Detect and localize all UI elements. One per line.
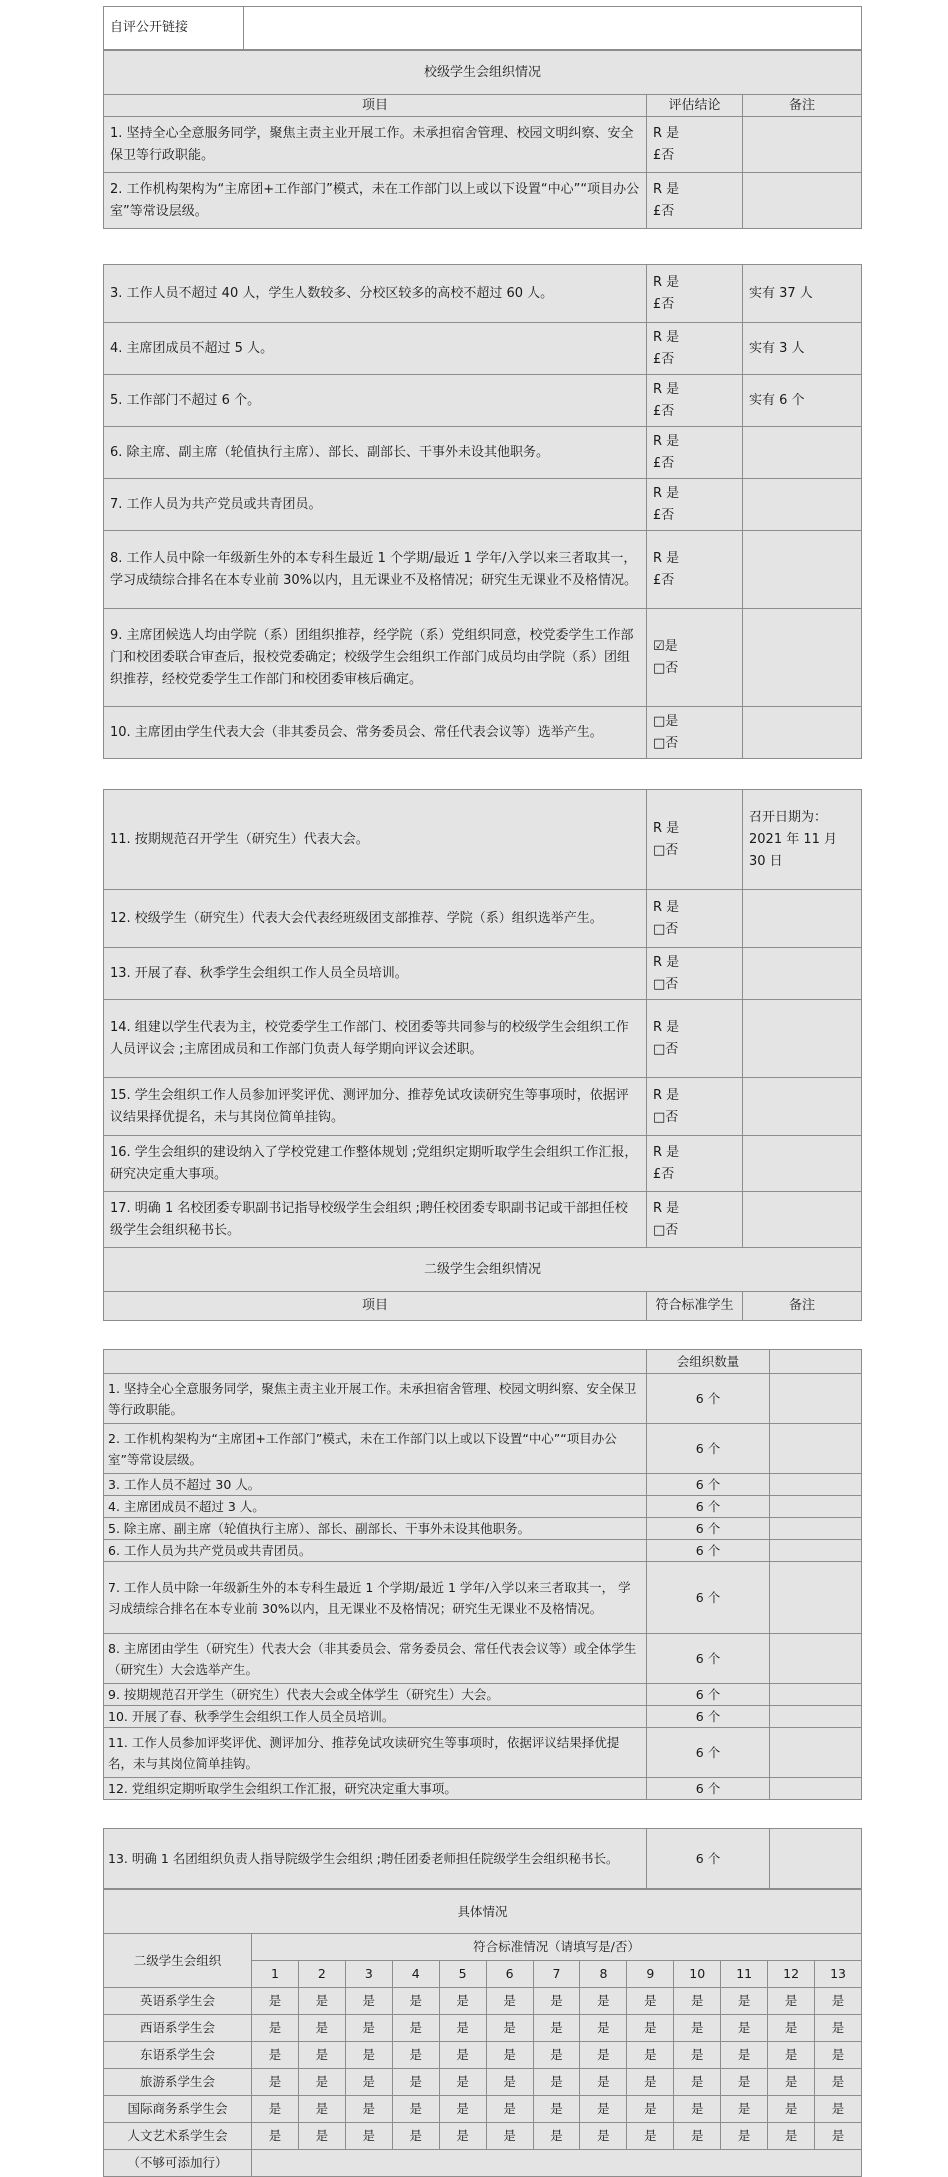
school-row-note (743, 1000, 862, 1078)
detail-cell[interactable]: 是 (580, 2123, 627, 2150)
college-row-count: 6 个 (647, 1518, 770, 1540)
detail-row (104, 2096, 862, 2123)
detail-cell[interactable]: 是 (815, 2096, 862, 2123)
detail-cell[interactable]: 是 (392, 1988, 439, 2015)
detail-cell[interactable]: 是 (486, 2123, 533, 2150)
school-row (104, 707, 862, 759)
school-row-conclusion[interactable] (647, 609, 743, 707)
detail-cell[interactable]: 是 (252, 2069, 299, 2096)
school-row-text: 12. 校级学生（研究生）代表大会代表经班级团支部推荐、学院（系）组织选举产生。 (104, 890, 647, 948)
detail-col-number: 11 (721, 1961, 768, 1988)
school-row-conclusion[interactable] (647, 479, 743, 531)
detail-cell[interactable]: 是 (721, 2069, 768, 2096)
yes-option[interactable]: R 是 (653, 125, 680, 141)
college-row-count: 6 个 (647, 1728, 770, 1778)
college-row-text: 4. 主席团成员不超过 3 人。 (104, 1496, 647, 1518)
college-row-note (770, 1474, 862, 1496)
detail-cell[interactable]: 是 (768, 2096, 815, 2123)
detail-cell[interactable]: 是 (298, 2015, 345, 2042)
school-row-conclusion[interactable] (647, 1192, 743, 1248)
school-row-note (743, 1136, 862, 1192)
school-row-note (743, 117, 862, 173)
detail-org-name: 旅游系学生会 (104, 2069, 252, 2096)
school-row-text: 1. 坚持全心全意服务同学，聚焦主责主业开展工作。未承担宿舍管理、校园文明纠察、安全保卫等行政职能。 (104, 117, 647, 173)
detail-cell[interactable]: 是 (533, 2096, 580, 2123)
detail-cell[interactable]: 是 (345, 2069, 392, 2096)
detail-cell[interactable]: 是 (815, 2042, 862, 2069)
school-row-text: 5. 工作部门不超过 6 个。 (104, 375, 647, 427)
detail-cell[interactable]: 是 (721, 1988, 768, 2015)
detail-cell[interactable]: 是 (627, 2096, 674, 2123)
detail-cell[interactable]: 是 (580, 2096, 627, 2123)
yes-option[interactable]: R 是 (653, 381, 680, 397)
college-row-text: 5. 除主席、副主席（轮值执行主席）、部长、副部长、干事外未设其他职务。 (104, 1518, 647, 1540)
no-option[interactable]: £否 (653, 147, 675, 163)
detail-cell[interactable]: 是 (298, 2123, 345, 2150)
school-row-text: 13. 开展了春、秋季学生会组织工作人员全员培训。 (104, 948, 647, 1000)
detail-cell[interactable]: 是 (298, 2069, 345, 2096)
detail-cell[interactable]: 是 (533, 1988, 580, 2015)
school-row-conclusion[interactable] (647, 427, 743, 479)
detail-cell[interactable]: 是 (298, 2096, 345, 2123)
college-row-count: 6 个 (647, 1474, 770, 1496)
detail-cell[interactable]: 是 (486, 2069, 533, 2096)
col-note-header: 备注 (743, 95, 862, 117)
yes-option[interactable]: R 是 (653, 274, 680, 290)
detail-cell[interactable]: 是 (768, 2015, 815, 2042)
detail-cell[interactable]: 是 (721, 2042, 768, 2069)
school-row-conclusion[interactable] (647, 531, 743, 609)
detail-cell[interactable]: 是 (721, 2096, 768, 2123)
detail-cell[interactable]: 是 (392, 2069, 439, 2096)
college-row-note (770, 1778, 862, 1800)
school-row-text: 7. 工作人员为共产党员或共青团员。 (104, 479, 647, 531)
school-row-conclusion[interactable] (647, 707, 743, 759)
school-row-text: 9. 主席团候选人均由学院（系）团组织推荐，经学院（系）党组织同意，校党委学生工作部门和校团委联合审查后，报校党委确定；校级学生会组织工作部门成员均由学院（系）团组织推荐，经校党委学生工作部门和校团委审核后确定。 (104, 609, 647, 707)
detail-cell[interactable]: 是 (627, 1988, 674, 2015)
college-row-note (770, 1706, 862, 1728)
yes-option[interactable]: ☑是 (653, 638, 678, 654)
college-row-text: 8. 主席团由学生（研究生）代表大会（非其委员会、常务委员会、常任代表会议等）或全体学生（研究生）大会选举产生。 (104, 1634, 647, 1684)
school-row-conclusion[interactable] (647, 1136, 743, 1192)
college-row-note (770, 1424, 862, 1474)
yes-option[interactable]: R 是 (653, 181, 680, 197)
detail-col-number: 8 (580, 1961, 627, 1988)
detail-cell[interactable]: 是 (345, 2096, 392, 2123)
col-item-header: 项目 (104, 95, 647, 117)
college-col-note: 备注 (743, 1292, 862, 1321)
yes-option[interactable]: R 是 (653, 1200, 680, 1216)
college-row-count: 6 个 (647, 1829, 770, 1889)
detail-title: 具体情况 (104, 1890, 862, 1934)
detail-cell[interactable]: 是 (580, 2069, 627, 2096)
no-option[interactable]: £否 (653, 455, 675, 471)
school-row-note (743, 531, 862, 609)
school-row-note (743, 609, 862, 707)
college-row-note (770, 1540, 862, 1562)
detail-cell[interactable]: 是 (392, 2042, 439, 2069)
college-row-text: 3. 工作人员不超过 30 人。 (104, 1474, 647, 1496)
school-row-note (743, 707, 862, 759)
detail-cell[interactable]: 是 (627, 2015, 674, 2042)
detail-cell[interactable]: 是 (392, 2096, 439, 2123)
college-row (104, 1540, 862, 1562)
college-row-note (770, 1518, 862, 1540)
college-col-standard: 符合标准学生 (647, 1292, 743, 1321)
school-row-conclusion[interactable] (647, 173, 743, 229)
school-row-text: 17. 明确 1 名校团委专职副书记指导校级学生会组织 ;聘任校团委专职副书记或干部担任校级学生会组织秘书长。 (104, 1192, 647, 1248)
school-row-text: 6. 除主席、副主席（轮值执行主席）、部长、副部长、干事外未设其他职务。 (104, 427, 647, 479)
school-row (104, 117, 862, 173)
detail-col-number: 4 (392, 1961, 439, 1988)
link-label: 自评公开链接 (104, 7, 244, 50)
detail-org-name: 英语系学生会 (104, 1988, 252, 2015)
detail-cell[interactable]: 是 (674, 2069, 721, 2096)
detail-cell[interactable]: 是 (392, 2123, 439, 2150)
school-row (104, 1078, 862, 1136)
school-row-text: 2. 工作机构架构为“主席团+工作部门”模式，未在工作部门以上或以下设置“中心”“项目办公室”等常设层级。 (104, 173, 647, 229)
college-row-note (770, 1562, 862, 1634)
school-row-note (743, 427, 862, 479)
detail-cell[interactable]: 是 (580, 2015, 627, 2042)
detail-cell[interactable]: 是 (721, 2123, 768, 2150)
no-option[interactable]: □否 (653, 1109, 679, 1125)
detail-cell[interactable]: 是 (815, 2015, 862, 2042)
detail-cell[interactable]: 是 (486, 2042, 533, 2069)
detail-cell[interactable]: 是 (439, 1988, 486, 2015)
detail-row (104, 1988, 862, 2015)
school-row (104, 427, 862, 479)
detail-org-name: 人文艺术系学生会 (104, 2123, 252, 2150)
detail-col-number: 6 (486, 1961, 533, 1988)
detail-row (104, 2042, 862, 2069)
yes-option[interactable]: R 是 (653, 433, 680, 449)
school-row (104, 1000, 862, 1078)
yes-option[interactable]: R 是 (653, 899, 680, 915)
school-row-conclusion[interactable] (647, 117, 743, 173)
block-1 (103, 6, 862, 229)
detail-org-name: 东语系学生会 (104, 2042, 252, 2069)
yes-option[interactable]: □是 (653, 713, 679, 729)
detail-cell[interactable]: 是 (815, 2123, 862, 2150)
no-option[interactable]: £否 (653, 351, 675, 367)
school-row (104, 1192, 862, 1248)
school-row (104, 323, 862, 375)
school-row-text: 10. 主席团由学生代表大会（非其委员会、常务委员会、常任代表会议等）选举产生。 (104, 707, 647, 759)
detail-cell[interactable]: 是 (815, 1988, 862, 2015)
college-row-text: 13. 明确 1 名团组织负责人指导院级学生会组织 ;聘任团委老师担任院级学生会组织秘书长。 (104, 1829, 647, 1889)
school-row (104, 479, 862, 531)
detail-cell[interactable]: 是 (580, 2042, 627, 2069)
detail-col-number: 13 (815, 1961, 862, 1988)
yes-option[interactable]: R 是 (653, 820, 680, 836)
school-row-conclusion[interactable] (647, 323, 743, 375)
college-row-count: 6 个 (647, 1778, 770, 1800)
yes-option[interactable]: R 是 (653, 485, 680, 501)
college-row-count: 6 个 (647, 1634, 770, 1684)
college-row-text: 2. 工作机构架构为“主席团+工作部门”模式，未在工作部门以上或以下设置“中心”“项目办公室”等常设层级。 (104, 1424, 647, 1474)
school-row-note (743, 1078, 862, 1136)
block-2 (103, 264, 862, 759)
detail-cell[interactable]: 是 (674, 2042, 721, 2069)
school-row-note: 实有 6 个 (743, 375, 862, 427)
no-option[interactable]: □否 (653, 660, 679, 676)
detail-col-number: 2 (298, 1961, 345, 1988)
school-row (104, 265, 862, 323)
detail-cell[interactable]: 是 (627, 2042, 674, 2069)
detail-cell[interactable]: 是 (674, 1988, 721, 2015)
no-option[interactable]: □否 (653, 921, 679, 937)
detail-cell[interactable]: 是 (533, 2123, 580, 2150)
school-row-text: 16. 学生会组织的建设纳入了学校党建工作整体规划 ;党组织定期听取学生会组织工作汇报，研究决定重大事项。 (104, 1136, 647, 1192)
school-row (104, 531, 862, 609)
school-row-text: 4. 主席团成员不超过 5 人。 (104, 323, 647, 375)
link-value[interactable] (244, 7, 862, 50)
no-option[interactable]: □否 (653, 842, 679, 858)
detail-cell[interactable]: 是 (345, 2015, 392, 2042)
college-col-item: 项目 (104, 1292, 647, 1321)
detail-col-number: 7 (533, 1961, 580, 1988)
school-row-conclusion[interactable] (647, 1078, 743, 1136)
no-option[interactable]: □否 (653, 976, 679, 992)
no-option[interactable]: £否 (653, 403, 675, 419)
school-row-conclusion[interactable] (647, 1000, 743, 1078)
college-row-note (770, 1496, 862, 1518)
detail-cell[interactable]: 是 (533, 2042, 580, 2069)
college-row (104, 1474, 862, 1496)
college-row-count: 6 个 (647, 1374, 770, 1424)
detail-cell[interactable]: 是 (252, 2096, 299, 2123)
detail-cell[interactable]: 是 (298, 2042, 345, 2069)
yes-option[interactable]: R 是 (653, 1144, 680, 1160)
college-row (104, 1778, 862, 1800)
school-row-text: 14. 组建以学生代表为主，校党委学生工作部门、校团委等共同参与的校级学生会组织工作人员评议会 ;主席团成员和工作部门负责人每学期向评议会述职。 (104, 1000, 647, 1078)
school-row (104, 609, 862, 707)
college-row-count: 6 个 (647, 1562, 770, 1634)
no-option[interactable]: £否 (653, 1166, 675, 1182)
detail-cell[interactable]: 是 (252, 1988, 299, 2015)
college-row-text: 12. 党组织定期听取学生会组织工作汇报，研究决定重大事项。 (104, 1778, 647, 1800)
detail-cell[interactable]: 是 (345, 2042, 392, 2069)
school-row-text: 15. 学生会组织工作人员参加评奖评优、测评加分、推荐免试攻读研究生等事项时，依据评议结果择优提名，未与其岗位简单挂钩。 (104, 1078, 647, 1136)
detail-cell[interactable]: 是 (674, 2123, 721, 2150)
college-row (104, 1728, 862, 1778)
school-row-text: 3. 工作人员不超过 40 人，学生人数较多、分校区较多的高校不超过 60 人。 (104, 265, 647, 323)
detail-cell[interactable]: 是 (439, 2069, 486, 2096)
college-row (104, 1829, 862, 1889)
school-row-note (743, 479, 862, 531)
school-row-text: 11. 按期规范召开学生（研究生）代表大会。 (104, 790, 647, 890)
detail-cell[interactable]: 是 (674, 2096, 721, 2123)
college-row-count: 6 个 (647, 1684, 770, 1706)
detail-standard-label: 符合标准情况（请填写是/否） (252, 1934, 862, 1961)
college-row-text: 10. 开展了春、秋季学生会组织工作人员全员培训。 (104, 1706, 647, 1728)
detail-col-number: 3 (345, 1961, 392, 1988)
college-row-note (770, 1374, 862, 1424)
school-row-note: 实有 37 人 (743, 265, 862, 323)
college-row (104, 1374, 862, 1424)
block-5 (103, 1828, 862, 2177)
school-row-note (743, 173, 862, 229)
college-row (104, 1496, 862, 1518)
detail-cell[interactable]: 是 (768, 2123, 815, 2150)
college-row (104, 1706, 862, 1728)
detail-cell[interactable]: 是 (486, 1988, 533, 2015)
detail-row (104, 2123, 862, 2150)
yes-option[interactable]: R 是 (653, 1087, 680, 1103)
detail-cell[interactable]: 是 (627, 2123, 674, 2150)
school-row (104, 375, 862, 427)
school-row (104, 1136, 862, 1192)
no-option[interactable]: £否 (653, 572, 675, 588)
college-row (104, 1684, 862, 1706)
college-row (104, 1424, 862, 1474)
school-row-conclusion[interactable] (647, 890, 743, 948)
school-row-note (743, 948, 862, 1000)
yes-option[interactable]: R 是 (653, 329, 680, 345)
college-row-text: 6. 工作人员为共产党员或共青团员。 (104, 1540, 647, 1562)
school-row (104, 790, 862, 890)
college-row-text: 1. 坚持全心全意服务同学，聚焦主责主业开展工作。未承担宿舍管理、校园文明纠察、安全保卫等行政职能。 (104, 1374, 647, 1424)
yes-option[interactable]: R 是 (653, 1019, 680, 1035)
detail-row (104, 2069, 862, 2096)
college-row-note (770, 1684, 862, 1706)
no-option[interactable]: £否 (653, 203, 675, 219)
detail-col-number: 9 (627, 1961, 674, 1988)
detail-org-name: 国际商务系学生会 (104, 2096, 252, 2123)
school-row-text: 8. 工作人员中除一年级新生外的本专科生最近 1 个学期/最近 1 学年/入学以来三者取其一， 学习成绩综合排名在本专业前 30%以内，且无课业不及格情况；研究生无课业不及格情况。 (104, 531, 647, 609)
school-row-note: 实有 3 人 (743, 323, 862, 375)
col-count-header: 会组织数量 (647, 1350, 770, 1374)
detail-cell[interactable]: 是 (486, 2096, 533, 2123)
detail-cell[interactable]: 是 (768, 2069, 815, 2096)
detail-cell[interactable]: 是 (580, 1988, 627, 2015)
school-row-conclusion[interactable] (647, 948, 743, 1000)
detail-cell[interactable]: 是 (627, 2069, 674, 2096)
college-row-count: 6 个 (647, 1496, 770, 1518)
detail-row (104, 2015, 862, 2042)
col-conclusion-header: 评估结论 (647, 95, 743, 117)
college-row-count: 6 个 (647, 1706, 770, 1728)
detail-cell[interactable]: 是 (252, 2042, 299, 2069)
detail-org-name: 西语系学生会 (104, 2015, 252, 2042)
college-row-count: 6 个 (647, 1540, 770, 1562)
detail-cell[interactable]: 是 (439, 2015, 486, 2042)
detail-cell[interactable]: 是 (439, 2042, 486, 2069)
school-row-conclusion[interactable] (647, 375, 743, 427)
detail-cell[interactable]: 是 (252, 2015, 299, 2042)
detail-col-number: 5 (439, 1961, 486, 1988)
school-row-note: 召开日期为：2021 年 11 月 30 日 (743, 790, 862, 890)
yes-option[interactable]: R 是 (653, 954, 680, 970)
detail-cell[interactable]: 是 (298, 1988, 345, 2015)
detail-cell[interactable]: 是 (252, 2123, 299, 2150)
college-row (104, 1518, 862, 1540)
college-row-text: 7. 工作人员中除一年级新生外的本专科生最近 1 个学期/最近 1 学年/入学以来三者取其一， 学习成绩综合排名在本专业前 30%以内，且无课业不及格情况；研究生无课业不及格情况。 (104, 1562, 647, 1634)
detail-cell[interactable]: 是 (392, 2015, 439, 2042)
school-row (104, 948, 862, 1000)
detail-col-number: 1 (252, 1961, 299, 1988)
no-option[interactable]: □否 (653, 1041, 679, 1057)
detail-col-number: 10 (674, 1961, 721, 1988)
college-row-text: 9. 按期规范召开学生（研究生）代表大会或全体学生（研究生）大会。 (104, 1684, 647, 1706)
no-option[interactable]: □否 (653, 735, 679, 751)
detail-cell[interactable]: 是 (768, 1988, 815, 2015)
detail-cell[interactable]: 是 (768, 2042, 815, 2069)
block-3 (103, 789, 862, 1321)
college-row-note (770, 1829, 862, 1889)
detail-cell[interactable]: 是 (439, 2123, 486, 2150)
school-row-conclusion[interactable] (647, 790, 743, 890)
detail-cell[interactable]: 是 (345, 1988, 392, 2015)
no-option[interactable]: £否 (653, 507, 675, 523)
no-option[interactable]: £否 (653, 296, 675, 312)
yes-option[interactable]: R 是 (653, 550, 680, 566)
school-row-note (743, 890, 862, 948)
college-row (104, 1562, 862, 1634)
college-row (104, 1634, 862, 1684)
school-row (104, 173, 862, 229)
school-row-conclusion[interactable] (647, 265, 743, 323)
school-section-title: 校级学生会组织情况 (104, 51, 862, 95)
detail-cell[interactable]: 是 (674, 2015, 721, 2042)
college-section-title: 二级学生会组织情况 (104, 1248, 862, 1292)
school-row-note (743, 1192, 862, 1248)
college-row-count: 6 个 (647, 1424, 770, 1474)
school-row (104, 890, 862, 948)
detail-cell[interactable]: 是 (815, 2069, 862, 2096)
detail-cell[interactable]: 是 (345, 2123, 392, 2150)
detail-cell[interactable]: 是 (533, 2069, 580, 2096)
block-4 (103, 1349, 862, 1800)
detail-cell[interactable]: 是 (533, 2015, 580, 2042)
detail-col-number: 12 (768, 1961, 815, 1988)
detail-org-label: 二级学生会组织 (104, 1934, 252, 1988)
detail-cell[interactable]: 是 (486, 2015, 533, 2042)
college-row-text: 11. 工作人员参加评奖评优、测评加分、推荐免试攻读研究生等事项时，依据评议结果择优提名，未与其岗位简单挂钩。 (104, 1728, 647, 1778)
add-row-note: （不够可添加行） (104, 2150, 252, 2177)
college-row-note (770, 1634, 862, 1684)
no-option[interactable]: □否 (653, 1222, 679, 1238)
detail-cell[interactable]: 是 (721, 2015, 768, 2042)
college-row-note (770, 1728, 862, 1778)
detail-cell[interactable]: 是 (439, 2096, 486, 2123)
